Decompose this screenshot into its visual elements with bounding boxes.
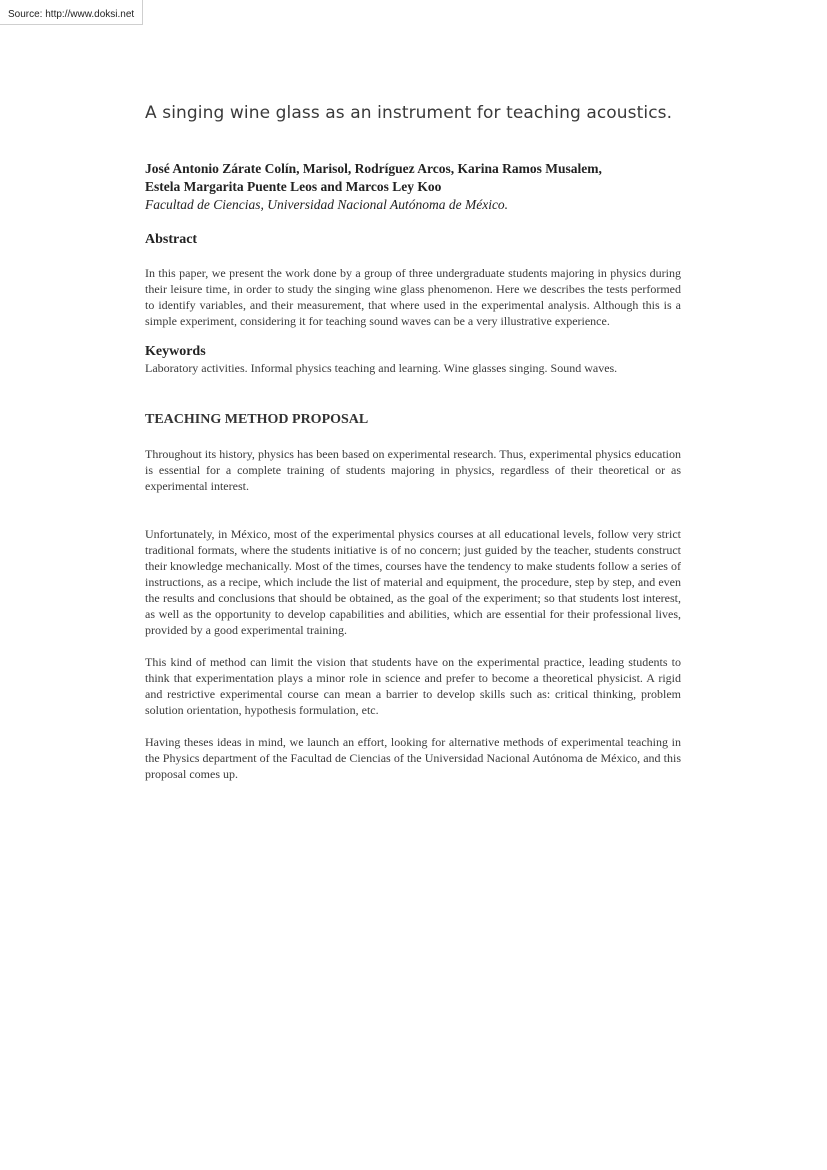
- authors: [145, 160, 681, 196]
- section-heading: TEACHING METHOD PROPOSAL: [145, 412, 369, 427]
- paragraph-2: Unfortunately, in México, most of the experimental physics courses at all educational levels, follow very strict traditional formats, where the students initiative is of no concern; just guided by the teacher, students construct their knowledge mechanically. Most of the times, courses have the tendency to make students follow a series of instructions, as a recipe, which include the list of material and equipment, the procedure, step by step, and even the results and conclusions that should be obtained, as the goal of the experiment; so that students lost interest, as well as the opportunity to develop capabilities and abilities, which are essential for their professional lives, provided by a good experimental training.: [145, 527, 681, 637]
- abstract-text: In this paper, we present the work done by a group of three undergraduate students majoring in physics during their leisure time, in order to study the singing wine glass phenomenon. Here we describes the tests performed to identify variables, and their measurement, that where used in the experimental analysis. Although this is a simple experiment, considering it for teaching sound waves can be a very illustrative experience.: [145, 266, 681, 328]
- abstract-heading: Abstract: [145, 232, 198, 247]
- source-label: Source: http://www.doksi.net: [0, 0, 143, 25]
- authors-line-2: Estela Margarita Puente Leos and Marcos Ley Koo: [145, 179, 442, 194]
- keywords-text: Laboratory activities. Informal physics teaching and learning. Wine glasses singing. Sound waves.: [145, 361, 618, 375]
- paragraph-4: Having theses ideas in mind, we launch an effort, looking for alternative methods of experimental teaching in the Physics department of the Facultad de Ciencias of the Universidad Nacional Autónoma de México, and this proposal comes up.: [145, 735, 681, 781]
- paragraph-3: This kind of method can limit the vision that students have on the experimental practice, leading students to think that experimentation plays a minor role in science and prefer to become a theoretical physicist. A rigid and restrictive experimental course can mean a barrier to develop skills such as: critical thinking, problem solution orientation, hypothesis formulation, etc.: [145, 655, 681, 717]
- affiliation: Facultad de Ciencias, Universidad Nacional Autónoma de México.: [145, 197, 509, 212]
- authors-line-1: José Antonio Zárate Colín, Marisol, Rodríguez Arcos, Karina Ramos Musalem,: [145, 161, 602, 176]
- keywords-heading: Keywords: [145, 344, 206, 359]
- paper-body: [145, 102, 681, 782]
- paragraph-1: Throughout its history, physics has been based on experimental research. Thus, experimental physics education is essential for a complete training of students majoring in physics, regardless of their theoretical or as experimental interest.: [145, 447, 681, 493]
- paper-title: A singing wine glass as an instrument for teaching acoustics.: [145, 103, 673, 123]
